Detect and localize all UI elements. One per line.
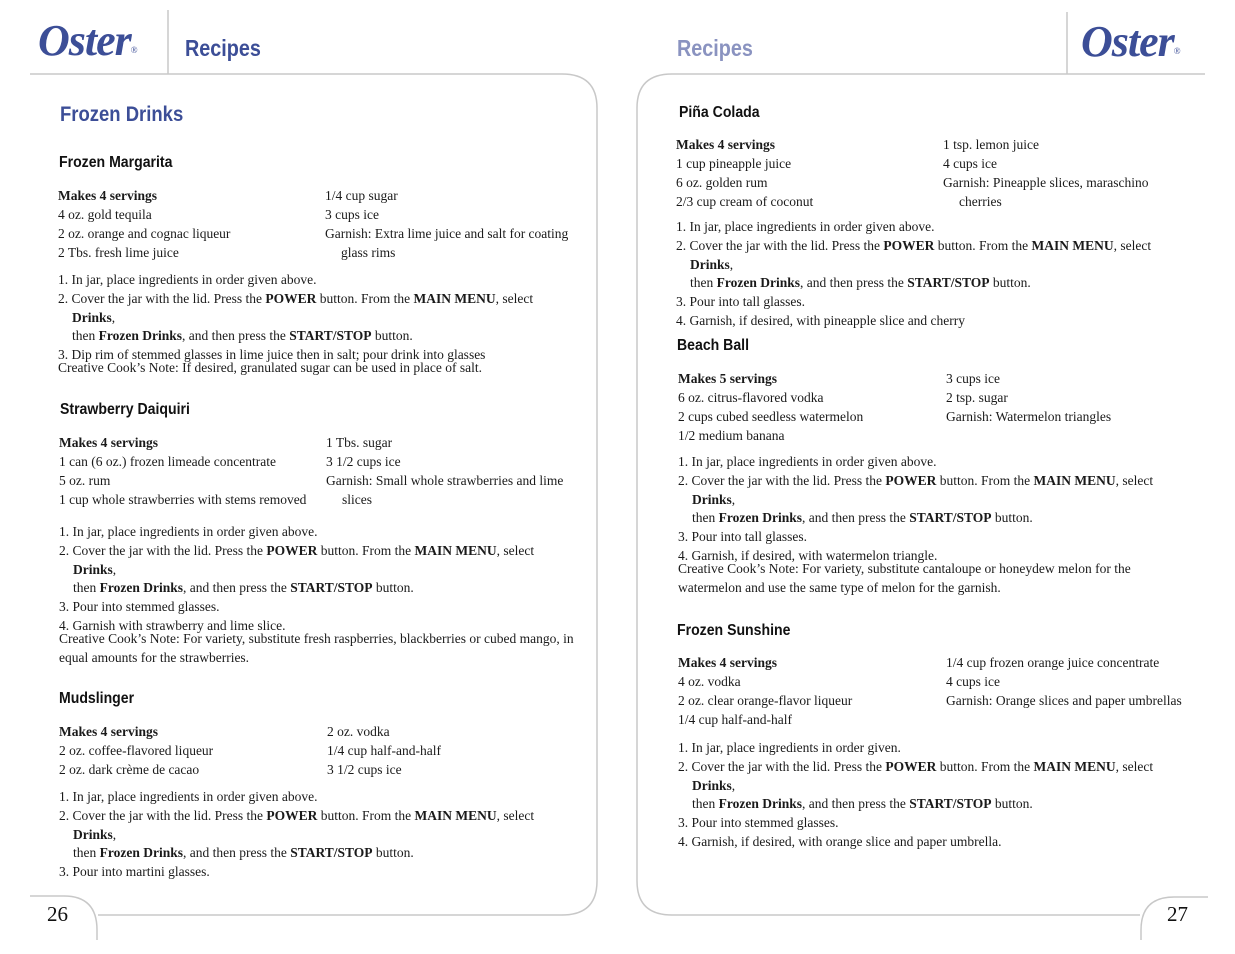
ingredients-col-1 — [678, 653, 852, 729]
step: 2. Cover the jar with the lid. Press the POWER button. From the MAIN MENU, select Drinks, then Frozen Drinks, and then press the START/STOP button. — [678, 472, 1154, 526]
ingredient: Garnish: Watermelon triangles — [946, 409, 1112, 424]
step: 1. In jar, place ingredients in order given above. — [59, 524, 318, 539]
section-title: Frozen Drinks — [60, 103, 184, 126]
ingredient: 2 oz. dark crème de cacao — [59, 762, 200, 777]
ingredient: 2 oz. vodka — [327, 724, 390, 739]
registered-mark-icon: ® — [1173, 46, 1180, 56]
step: 1. In jar, place ingredients in order given. — [678, 740, 901, 755]
ingredient: 3 cups ice — [946, 371, 1000, 386]
ingredient: 4 oz. gold tequila — [58, 207, 152, 222]
servings: Makes 4 servings — [59, 724, 158, 739]
logo-text: Oster — [38, 16, 131, 65]
ingredients-col-2 — [326, 433, 563, 509]
instructions — [59, 788, 579, 882]
ingredient: 1 tsp. lemon juice — [943, 137, 1039, 152]
step: 4. Garnish, if desired, with orange slice and paper umbrella. — [678, 833, 1002, 849]
step: 3. Pour into stemmed glasses. — [678, 815, 839, 831]
ingredient: 1 can (6 oz.) frozen limeade concentrate — [59, 454, 277, 469]
ingredients-col-2 — [327, 722, 441, 779]
recipe-title: Frozen Margarita — [59, 154, 173, 171]
ingredient: 1 Tbs. sugar — [326, 435, 393, 450]
ingredient: 2 Tbs. fresh lime juice — [58, 245, 179, 260]
ingredient: Garnish: Orange slices and paper umbrellas — [946, 693, 1182, 708]
instructions — [678, 739, 1198, 852]
registered-mark-icon: ® — [130, 45, 137, 55]
step: 1. In jar, place ingredients in order given above. — [678, 454, 937, 469]
ingredient: 1/2 medium banana — [678, 428, 785, 443]
ingredients-col-1 — [676, 135, 813, 211]
ingredient: slices — [342, 492, 372, 507]
cooks-note: Creative Cook’s Note: For variety, substitute fresh raspberries, blackberries or cubed mango, in equal amounts for the strawberries. — [59, 631, 574, 665]
ingredient: 4 cups ice — [946, 674, 1000, 689]
ingredient: 4 cups ice — [943, 156, 997, 171]
ingredients-col-2 — [946, 653, 1182, 710]
instructions — [58, 271, 578, 365]
ingredient: 1/4 cup frozen orange juice concentrate — [946, 655, 1160, 670]
recipe-title: Strawberry Daiquiri — [60, 401, 190, 418]
ingredient: 2/3 cup cream of coconut — [676, 194, 814, 209]
step: 3. Dip rim of stemmed glasses in lime juice then in salt; pour drink into glasses — [58, 347, 486, 363]
instructions — [678, 453, 1198, 566]
ingredient: 1/4 cup half-and-half — [327, 743, 441, 758]
ingredient: 1 cup pineapple juice — [676, 156, 792, 171]
ingredients-col-2 — [325, 186, 568, 262]
recipe-title: Mudslinger — [59, 690, 135, 707]
ingredient: 1/4 cup half-and-half — [678, 712, 792, 727]
page-header-title: Recipes — [677, 35, 753, 61]
logo-text: Oster — [1081, 17, 1174, 66]
ingredients-col-1 — [58, 186, 230, 262]
recipe-title: Frozen Sunshine — [677, 622, 791, 639]
step: 2. Cover the jar with the lid. Press the POWER button. From the MAIN MENU, select Drinks, then Frozen Drinks, and then press the START/STOP button. — [678, 758, 1154, 812]
ingredient: 2 oz. coffee-flavored liqueur — [59, 743, 214, 758]
instructions — [676, 218, 1196, 331]
ingredient: 3 1/2 cups ice — [327, 762, 402, 777]
ingredient: 2 cups cubed seedless watermelon — [678, 409, 864, 424]
step: 2. Cover the jar with the lid. Press the POWER button. From the MAIN MENU, select Drinks, then Frozen Drinks, and then press the START/STOP button. — [59, 807, 535, 861]
servings: Makes 4 servings — [678, 655, 777, 670]
step: 4. Garnish, if desired, with pineapple slice and cherry — [676, 312, 966, 328]
step: 2. Cover the jar with the lid. Press the POWER button. From the MAIN MENU, select Drinks, then Frozen Drinks, and then press the START/STOP button. — [58, 290, 534, 344]
ingredients-col-1 — [678, 369, 863, 445]
cooks-note: Creative Cook’s Note: If desired, granulated sugar can be used in place of salt. — [58, 360, 482, 375]
ingredients-col-1 — [59, 433, 306, 509]
step: 2. Cover the jar with the lid. Press the POWER button. From the MAIN MENU, select Drinks, then Frozen Drinks, and then press the START/STOP button. — [59, 542, 535, 596]
servings: Makes 4 servings — [676, 137, 775, 152]
step: 1. In jar, place ingredients in order given above. — [676, 219, 935, 234]
ingredient: Garnish: Extra lime juice and salt for coating — [325, 226, 569, 241]
page-number: 27 — [1167, 902, 1188, 926]
recipe-title: Piña Colada — [679, 104, 760, 121]
step: 3. Pour into tall glasses. — [678, 529, 807, 545]
ingredient: 3 cups ice — [325, 207, 379, 222]
cooks-note: Creative Cook’s Note: For variety, substitute cantaloupe or honeydew melon for the watermelon and use the same type of melon for the garnish. — [678, 561, 1131, 595]
step: 3. Pour into tall glasses. — [676, 294, 805, 310]
ingredient: cherries — [959, 194, 1002, 209]
servings: Makes 4 servings — [58, 188, 157, 203]
ingredient: 1/4 cup sugar — [325, 188, 398, 203]
instructions — [59, 523, 579, 636]
ingredient: 5 oz. rum — [59, 473, 111, 488]
step: 1. In jar, place ingredients in order given above. — [58, 272, 317, 287]
step: 3. Pour into martini glasses. — [59, 864, 210, 880]
ingredient: 6 oz. golden rum — [676, 175, 768, 190]
oster-logo — [38, 16, 137, 65]
ingredient: Garnish: Pineapple slices, maraschino — [943, 175, 1149, 190]
ingredients-col-1 — [59, 722, 213, 779]
ingredient: 2 oz. orange and cognac liqueur — [58, 226, 231, 241]
ingredient: 3 1/2 cups ice — [326, 454, 401, 469]
ingredient: 2 tsp. sugar — [946, 390, 1008, 405]
ingredient: glass rims — [341, 245, 396, 260]
step: 4. Garnish, if desired, with watermelon triangle. — [678, 547, 938, 563]
recipe-title: Beach Ball — [677, 337, 749, 354]
ingredient: 4 oz. vodka — [678, 674, 741, 689]
step: 3. Pour into stemmed glasses. — [59, 599, 220, 615]
oster-logo — [1081, 17, 1180, 66]
step: 1. In jar, place ingredients in order given above. — [59, 789, 318, 804]
servings: Makes 5 servings — [678, 371, 777, 386]
servings: Makes 4 servings — [59, 435, 158, 450]
page-header-title: Recipes — [185, 35, 261, 61]
page-number: 26 — [47, 902, 68, 926]
ingredient: Garnish: Small whole strawberries and lime — [326, 473, 564, 488]
ingredient: 6 oz. citrus-flavored vodka — [678, 390, 824, 405]
ingredient: 2 oz. clear orange-flavor liqueur — [678, 693, 853, 708]
ingredient: 1 cup whole strawberries with stems removed — [59, 492, 307, 507]
step: 4. Garnish with strawberry and lime slice. — [59, 617, 286, 633]
ingredients-col-2 — [946, 369, 1111, 426]
step: 2. Cover the jar with the lid. Press the POWER button. From the MAIN MENU, select Drinks, then Frozen Drinks, and then press the START/STOP button. — [676, 237, 1152, 291]
ingredients-col-2 — [943, 135, 1148, 211]
